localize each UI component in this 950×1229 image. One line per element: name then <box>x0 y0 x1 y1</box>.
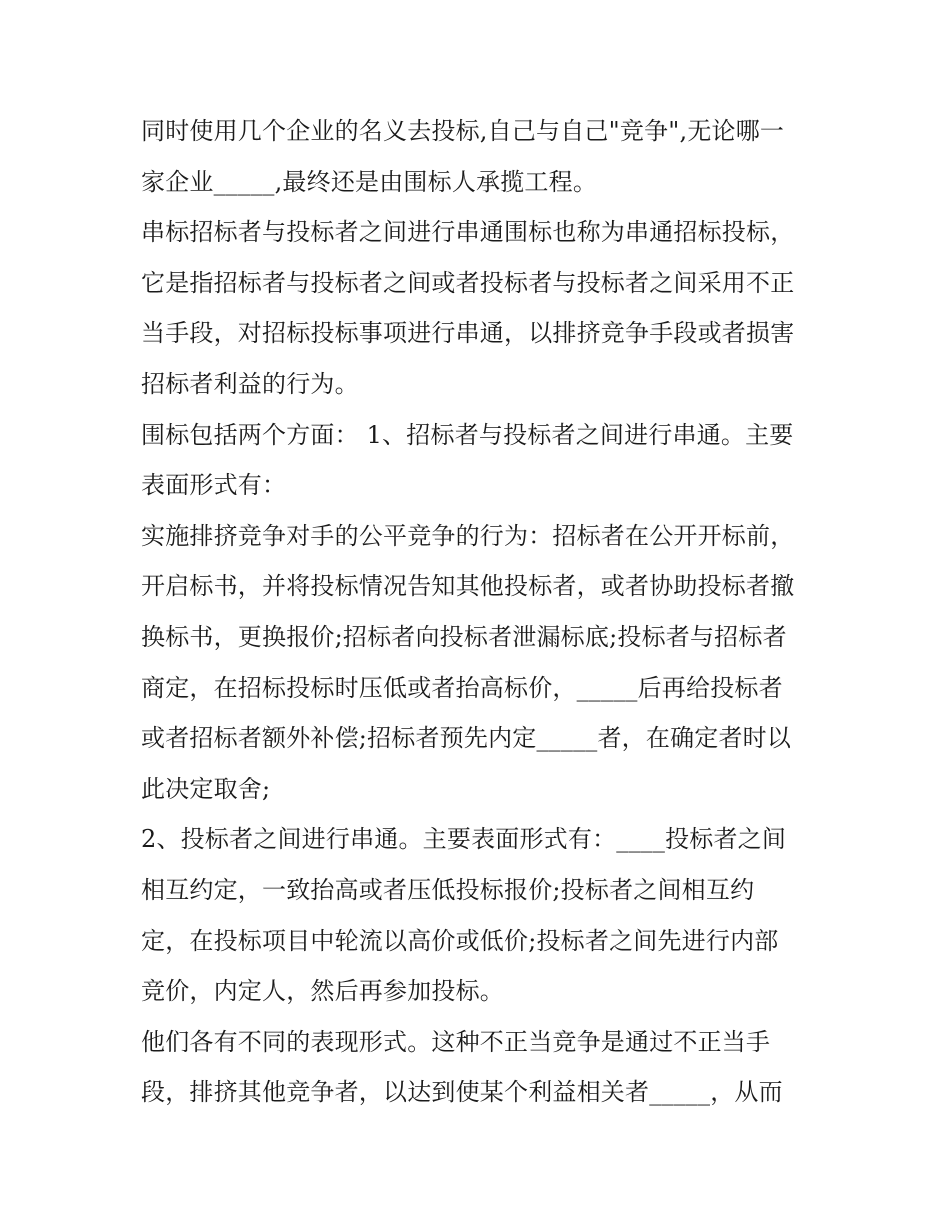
text-line: 定，在投标项目中轮流以高价或低价;投标者之间先进行内部 <box>141 926 779 955</box>
text-line: 当手段，对招标投标事项进行串通，以排挤竞争手段或者损害 <box>141 319 795 348</box>
text-line: 或者招标者额外补偿;招标者预先内定_____者，在确定者时以 <box>141 724 792 753</box>
text-line: 招标者利益的行为。 <box>141 369 359 398</box>
text-line: 此决定取舍; <box>141 774 271 803</box>
text-line: 围标包括两个方面： 1、招标者与投标者之间进行串通。主要 <box>141 420 794 449</box>
text-line: 家企业_____,最终还是由围标人承揽工程。 <box>141 167 598 196</box>
text-line: 2、投标者之间进行串通。主要表面形式有：____投标者之间 <box>141 825 787 854</box>
text-line: 开启标书，并将投标情况告知其他投标者，或者协助投标者撤 <box>141 572 795 601</box>
text-line: 竞价，内定人，然后再参加投标。 <box>141 977 504 1006</box>
text-line: 商定，在招标投标时压低或者抬高标价，_____后再给投标者 <box>141 673 783 702</box>
text-line: 他们各有不同的表现形式。这种不正当竞争是通过不正当手 <box>141 1027 771 1056</box>
text-line: 实施排挤竞争对手的公平竞争的行为：招标者在公开开标前， <box>141 521 795 550</box>
text-line: 换标书，更换报价;招标者向投标者泄漏标底;投标者与招标者 <box>141 622 787 651</box>
text-line: 表面形式有： <box>141 471 287 500</box>
text-line: 同时使用几个企业的名义去投标,自己与自己"竞争",无论哪一 <box>141 117 785 145</box>
text-line: 它是指招标者与投标者之间或者投标者与投标者之间采用不正 <box>141 268 795 297</box>
text-line: 串标招标者与投标者之间进行串通围标也称为串通招标投标， <box>141 218 795 247</box>
text-line: 相互约定，一致抬高或者压低投标报价;投标者之间相互约 <box>141 875 755 904</box>
text-line: 段，排挤其他竞争者，以达到使某个利益相关者_____，从而 <box>141 1078 783 1107</box>
body-text <box>141 106 821 1118</box>
